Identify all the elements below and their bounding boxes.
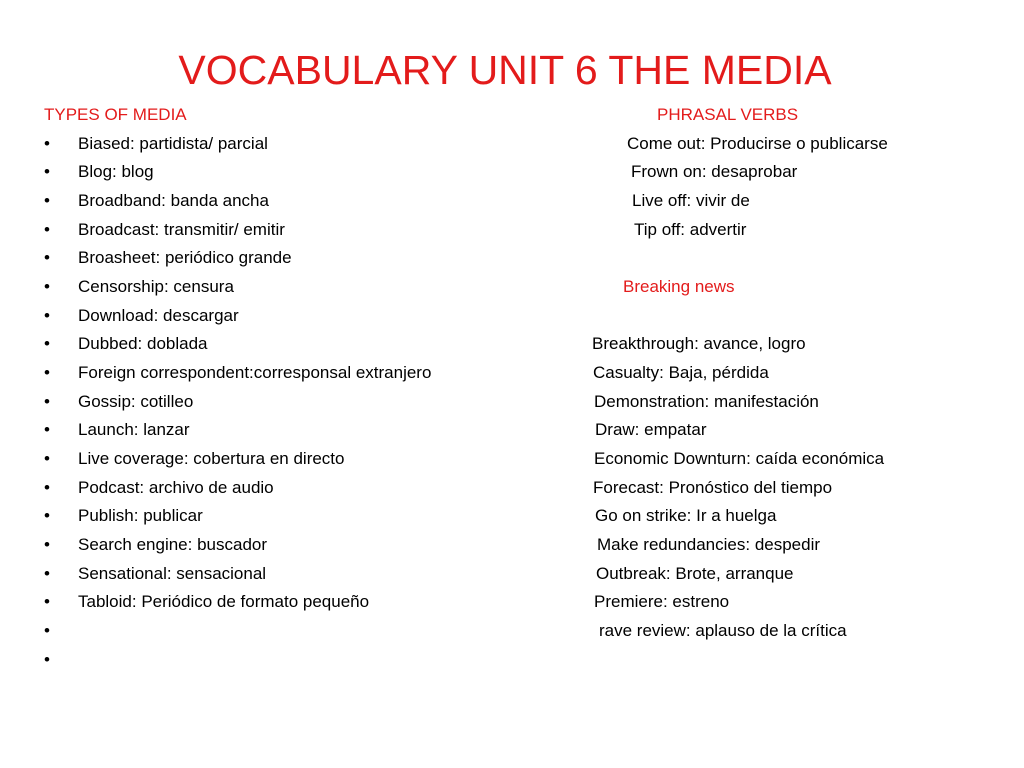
bullet-icon: • — [44, 564, 50, 583]
bullet-icon: • — [44, 162, 50, 181]
breaking-news-item: Demonstration: manifestación — [594, 392, 819, 411]
breaking-news-item: Forecast: Pronóstico del tiempo — [593, 478, 833, 497]
list-item: Gossip: cotilleo — [78, 392, 194, 411]
list-item: Download: descargar — [78, 306, 239, 325]
bullet-icon: • — [44, 478, 50, 497]
list-item: Tabloid: Periódico de formato pequeño — [78, 592, 370, 611]
list-item: Search engine: buscador — [78, 535, 268, 554]
bullet-icon: • — [44, 277, 50, 296]
types-of-media-heading: TYPES OF MEDIA — [44, 105, 187, 124]
bullet-icon: • — [44, 449, 50, 468]
list-item: Broadband: banda ancha — [78, 191, 269, 210]
bullet-icon: • — [44, 134, 50, 153]
breaking-news-item: Breakthrough: avance, logro — [592, 334, 806, 353]
bullet-icon: • — [44, 306, 50, 325]
list-item: Publish: publicar — [78, 506, 203, 525]
phrasal-verb-item: Come out: Producirse o publicarse — [627, 134, 888, 153]
bullet-icon: • — [44, 248, 50, 267]
phrasal-verb-item: Frown on: desaprobar — [631, 162, 798, 181]
phrasal-verb-item: Tip off: advertir — [634, 220, 747, 239]
breaking-news-item: Draw: empatar — [595, 420, 707, 439]
bullet-icon: • — [44, 334, 50, 353]
list-item: Blog: blog — [78, 162, 154, 181]
breaking-news-heading: Breaking news — [623, 277, 735, 296]
bullet-icon: • — [44, 220, 50, 239]
list-item: Dubbed: doblada — [78, 334, 208, 353]
breaking-news-item: Economic Downturn: caída económica — [594, 449, 885, 468]
phrasal-verbs-heading: PHRASAL VERBS — [657, 105, 799, 124]
bullet-icon: • — [44, 191, 50, 210]
bullet-icon: • — [44, 535, 50, 554]
list-item: Censorship: censura — [78, 277, 234, 296]
list-item: Launch: lanzar — [78, 420, 190, 439]
bullet-icon: • — [44, 506, 50, 525]
bullet-icon: • — [44, 592, 50, 611]
breaking-news-item: Make redundancies: despedir — [597, 535, 821, 554]
list-item: Sensational: sensacional — [78, 564, 267, 583]
bullet-icon: • — [44, 420, 50, 439]
list-item: Biased: partidista/ parcial — [78, 134, 268, 153]
bullet-icon: • — [44, 650, 50, 669]
list-item: Foreign correspondent:corresponsal extranjero — [78, 363, 432, 382]
bullet-icon: • — [44, 392, 50, 411]
breaking-news-item: Outbreak: Brote, arranque — [596, 564, 794, 583]
bullet-icon: • — [44, 363, 50, 382]
breaking-news-item: Go on strike: Ir a huelga — [595, 506, 777, 525]
list-item: Live coverage: cobertura en directo — [78, 449, 345, 468]
breaking-news-item: rave review: aplauso de la crítica — [599, 621, 847, 640]
list-item: Broasheet: periódico grande — [78, 248, 292, 267]
breaking-news-item: Casualty: Baja, pérdida — [593, 363, 769, 382]
breaking-news-item: Premiere: estreno — [594, 592, 730, 611]
slide-title: VOCABULARY UNIT 6 THE MEDIA — [178, 47, 832, 93]
list-item: Podcast: archivo de audio — [78, 478, 274, 497]
bullet-icon: • — [44, 621, 50, 640]
phrasal-verb-item: Live off: vivir de — [632, 191, 750, 210]
list-item: Broadcast: transmitir/ emitir — [78, 220, 285, 239]
